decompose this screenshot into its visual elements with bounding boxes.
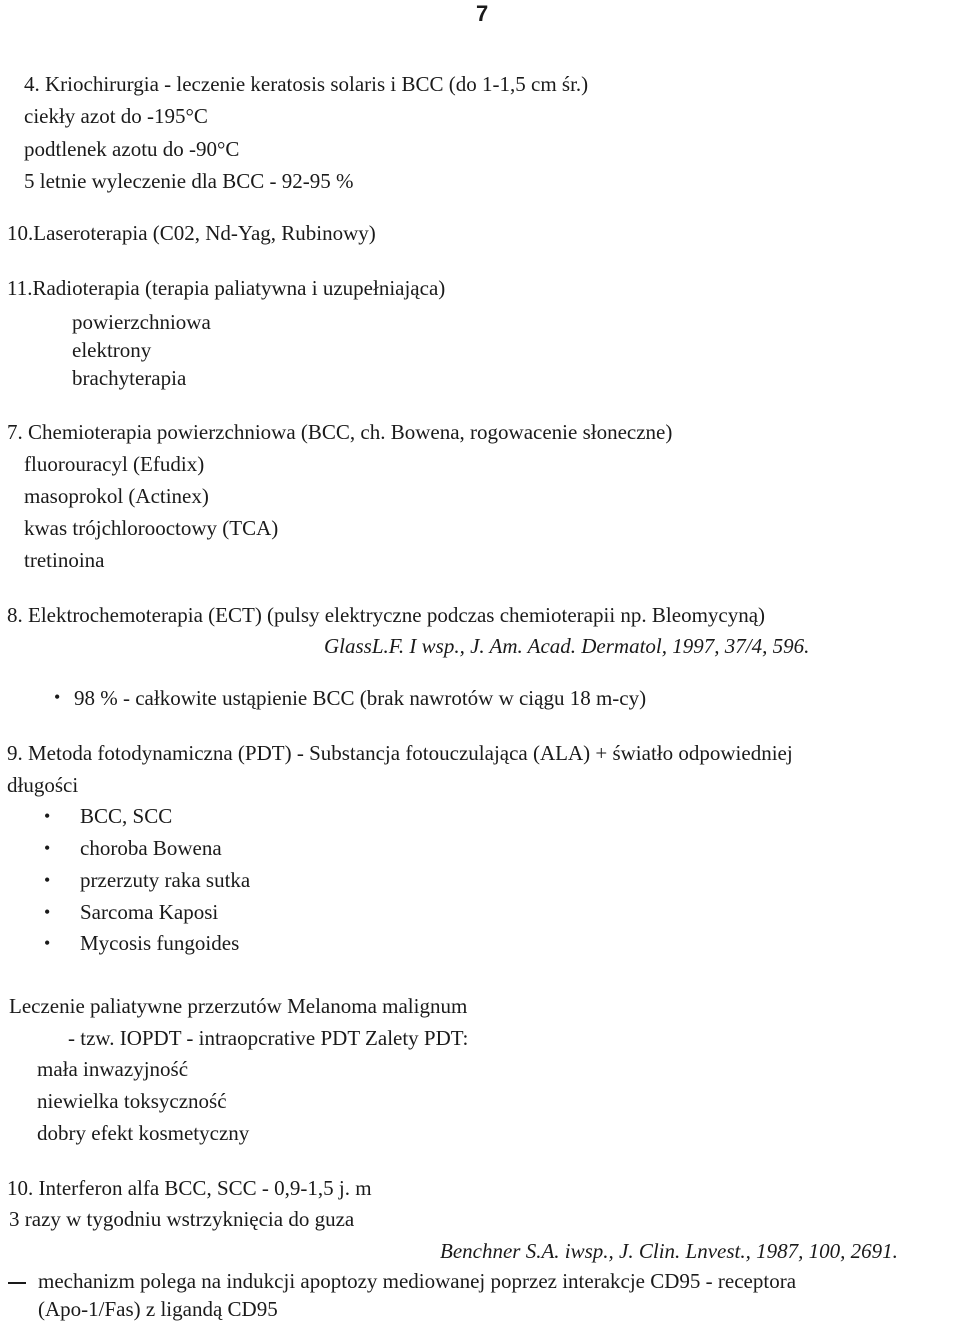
chemotherapy-item: kwas trójchlorooctowy (TCA): [24, 516, 279, 540]
radiotherapy-item: powierzchniowa: [72, 310, 211, 334]
electrochemotherapy-citation: GlassL.F. I wsp., J. Am. Acad. Dermatol, 1997, 37/4, 596.: [324, 634, 810, 658]
bullet-icon: •: [44, 838, 51, 858]
radiotherapy-item: elektrony: [72, 338, 152, 362]
cryosurgery-heading: 4. Kriochirurgia - leczenie keratosis solaris i BCC (do 1-1,5 cm śr.): [24, 72, 589, 96]
chemotherapy-heading: 7. Chemioterapia powierzchniowa (BCC, ch. Bowena, rogowacenie słoneczne): [7, 420, 673, 444]
iopdt-line: - tzw. IOPDT - intraopcrative PDT Zalety PDT:: [68, 1026, 469, 1050]
cryosurgery-item: ciekły azot do -195°C: [24, 104, 208, 128]
bullet-icon: •: [44, 902, 51, 922]
bullet-icon: •: [44, 870, 51, 890]
bullet-icon: •: [54, 687, 61, 707]
pdt-indication: Sarcoma Kaposi: [80, 900, 219, 924]
pdt-indication: BCC, SCC: [80, 804, 173, 828]
bullet-icon: •: [44, 933, 51, 953]
electrochemotherapy-result: 98 % - całkowite ustąpienie BCC (brak nawrotów w ciągu 18 m-cy): [74, 686, 647, 710]
page-number: 7: [476, 1, 489, 26]
radiotherapy-heading: 11.Radioterapia (terapia paliatywna i uzupełniająca): [7, 276, 446, 300]
electrochemotherapy-heading: 8. Elektrochemoterapia (ECT) (pulsy elektryczne podczas chemioterapii np. Bleomycyną): [7, 603, 766, 627]
palliative-heading: Leczenie paliatywne przerzutów Melanoma malignum: [9, 994, 468, 1018]
mechanism-line: (Apo-1/Fas) z ligandą CD95: [38, 1297, 278, 1321]
radiotherapy-item: brachyterapia: [72, 366, 187, 390]
interferon-citation: Benchner S.A. iwsp., J. Clin. Lnvest., 1987, 100, 2691.: [440, 1239, 898, 1263]
interferon-dosage: 3 razy w tygodniu wstrzyknięcia do guza: [9, 1207, 355, 1231]
cryosurgery-item: podtlenek azotu do -90°C: [24, 137, 240, 161]
laser-therapy-heading: 10.Laseroterapia (C02, Nd-Yag, Rubinowy): [7, 221, 376, 245]
pdt-advantage: dobry efekt kosmetyczny: [37, 1121, 250, 1145]
chemotherapy-item: fluorouracyl (Efudix): [24, 452, 205, 476]
chemotherapy-item: masoprokol (Actinex): [24, 484, 209, 508]
pdt-indication: choroba Bowena: [80, 836, 222, 860]
dash-icon: [8, 1282, 26, 1284]
cryosurgery-item: 5 letnie wyleczenie dla BCC - 92-95 %: [24, 169, 354, 193]
pdt-advantage: mała inwazyjność: [37, 1057, 189, 1081]
chemotherapy-item: tretinoina: [24, 548, 105, 572]
pdt-heading-cont: długości: [7, 773, 79, 797]
pdt-indication: przerzuty raka sutka: [80, 868, 251, 892]
interferon-heading: 10. Interferon alfa BCC, SCC - 0,9-1,5 j. m: [7, 1176, 372, 1200]
pdt-advantage: niewielka toksyczność: [37, 1089, 227, 1113]
bullet-icon: •: [44, 806, 51, 826]
pdt-indication: Mycosis fungoides: [80, 931, 240, 955]
pdt-heading: 9. Metoda fotodynamiczna (PDT) - Substancja fotouczulająca (ALA) + światło odpowiedniej: [7, 741, 793, 765]
mechanism-line: mechanizm polega na indukcji apoptozy mediowanej poprzez interakcje CD95 - receptora: [38, 1269, 797, 1293]
